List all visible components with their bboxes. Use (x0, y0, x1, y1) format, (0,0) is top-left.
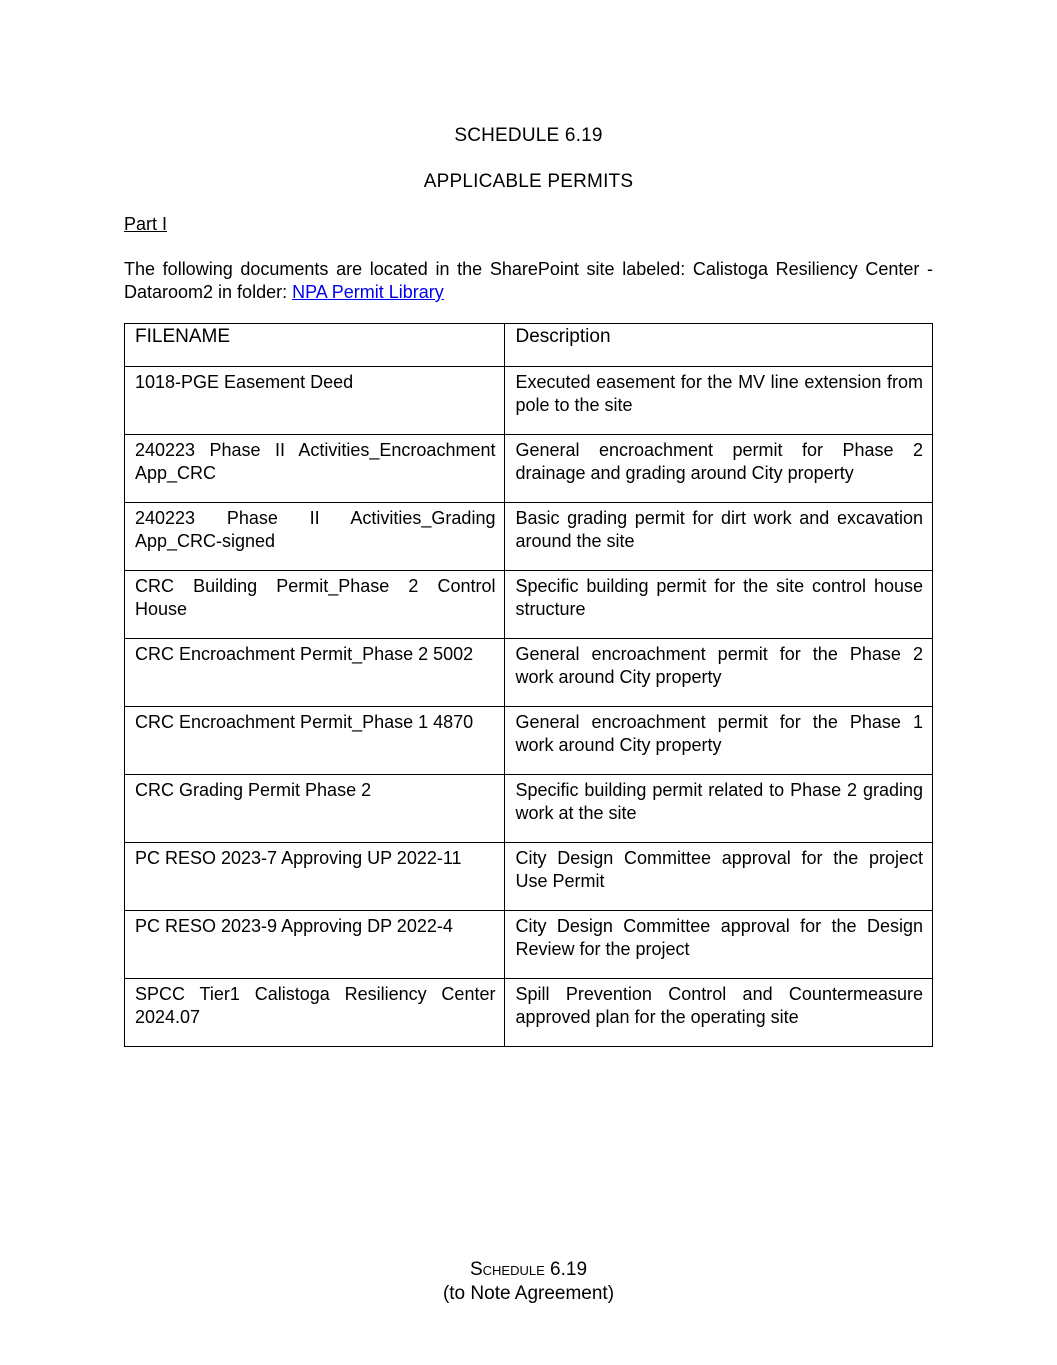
table-row (125, 843, 933, 911)
row-filename: PC RESO 2023-9 Approving DP 2022-4 (125, 911, 505, 979)
row-description: Executed easement for the MV line extension from pole to the site (505, 367, 933, 435)
row-description: Specific building permit related to Phase 2 grading work at the site (505, 775, 933, 843)
row-filename: CRC Encroachment Permit_Phase 1 4870 (125, 707, 505, 775)
footer-note: (to Note Agreement) (442, 1283, 615, 1304)
table-row (125, 571, 933, 639)
table-row (125, 911, 933, 979)
table-row (125, 707, 933, 775)
table-header-row (125, 324, 933, 367)
permits-table (124, 323, 933, 1047)
intro-paragraph (124, 258, 933, 304)
row-description: Spill Prevention Control and Countermeasure approved plan for the operating site (505, 979, 933, 1047)
table-row (125, 979, 933, 1047)
row-description: Specific building permit for the site control house structure (505, 571, 933, 639)
row-filename: 240223 Phase II Activities_Encroachment App_CRC (125, 435, 505, 503)
row-filename: CRC Grading Permit Phase 2 (125, 775, 505, 843)
applicable-permits-title: APPLICABLE PERMITS (423, 171, 634, 192)
row-description: Basic grading permit for dirt work and excavation around the site (505, 503, 933, 571)
row-filename: SPCC Tier1 Calistoga Resiliency Center 2024.07 (125, 979, 505, 1047)
table-row (125, 367, 933, 435)
intro-text: The following documents are located in the SharePoint site labeled: Calistoga Resiliency Center - Dataroom2 in folder: (124, 259, 933, 302)
header-filename: FILENAME (125, 324, 505, 367)
row-description: City Design Committee approval for the project Use Permit (505, 843, 933, 911)
row-filename: CRC Encroachment Permit_Phase 2 5002 (125, 639, 505, 707)
row-filename: CRC Building Permit_Phase 2 Control House (125, 571, 505, 639)
row-filename: 1018-PGE Easement Deed (125, 367, 505, 435)
footer-schedule: Schedule 6.19 (469, 1259, 588, 1280)
row-description: General encroachment permit for Phase 2 drainage and grading around City property (505, 435, 933, 503)
part-label: Part I (124, 214, 168, 234)
schedule-title: SCHEDULE 6.19 (454, 125, 603, 146)
row-description: General encroachment permit for the Phase 1 work around City property (505, 707, 933, 775)
row-description: City Design Committee approval for the Design Review for the project (505, 911, 933, 979)
table-row (125, 503, 933, 571)
table-row (125, 775, 933, 843)
table-row (125, 435, 933, 503)
row-description: General encroachment permit for the Phase 2 work around City property (505, 639, 933, 707)
header-description: Description (505, 324, 933, 367)
row-filename: 240223 Phase II Activities_Grading App_CRC-signed (125, 503, 505, 571)
table-row (125, 639, 933, 707)
npa-permit-library-link[interactable]: NPA Permit Library (292, 282, 444, 302)
page-footer (0, 1258, 1057, 1306)
row-filename: PC RESO 2023-7 Approving UP 2022-11 (125, 843, 505, 911)
